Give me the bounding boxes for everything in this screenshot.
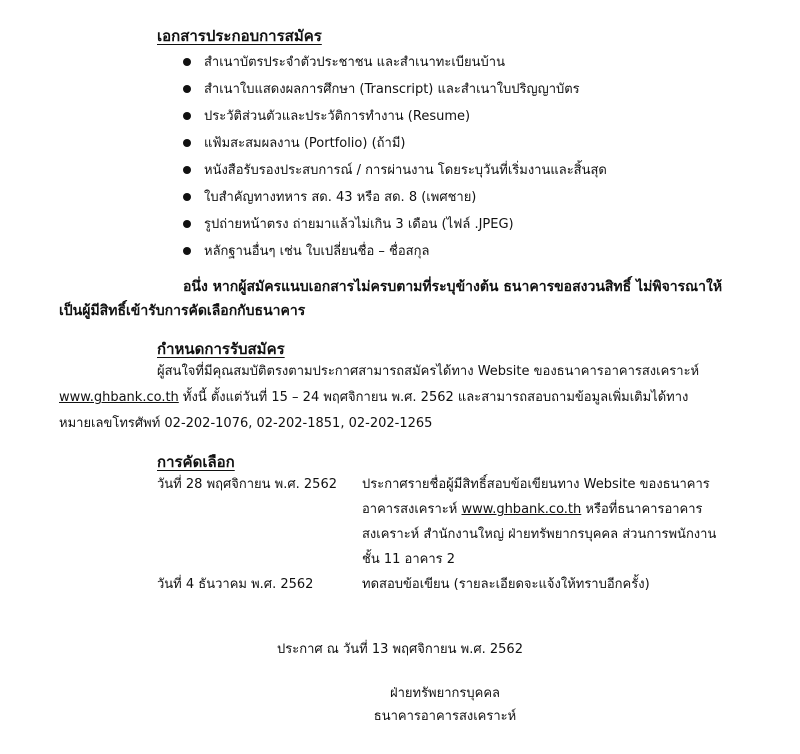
bullet-icon	[183, 166, 191, 174]
list-item-text: สำเนาบัตรประจำตัวประชาชน และสำเนาทะเบียนบ้าน	[204, 55, 505, 70]
selection-row1-line2-pre: อาคารสงเคราะห์	[362, 502, 462, 517]
documents-note-line1: อนึ่ง หากผู้สมัครแนบเอกสารไม่ครบตามที่ระบุข้างต้น ธนาคารขอสงวนสิทธิ์ ไม่พิจารณาให้	[183, 279, 723, 295]
list-item-text: ประวัติส่วนตัวและประวัติการทำงาน (Resume)	[204, 109, 471, 124]
selection-row2-text: ทดสอบข้อเขียน (รายละเอียดจะแจ้งให้ทราบอีกครั้ง)	[362, 577, 650, 592]
application-period-heading: กำหนดการรับสมัคร	[157, 340, 285, 358]
bullet-icon	[183, 112, 191, 120]
application-period-phones: หมายเลขโทรศัพท์ 02-202-1076, 02-202-1851, 02-202-1265	[59, 416, 433, 431]
signature-department: ฝ่ายทรัพยากรบุคคล	[389, 686, 501, 701]
selection-website-link[interactable]: www.ghbank.co.th	[461, 502, 582, 517]
documents-note-line2: เป็นผู้มีสิทธิ์เข้ารับการคัดเลือกกับธนาคาร	[59, 303, 306, 319]
list-item-text: ใบสำคัญทางทหาร สด. 43 หรือ สด. 8 (เพศชาย)	[204, 190, 477, 205]
selection-row2-date: วันที่ 4 ธันวาคม พ.ศ. 2562	[157, 577, 314, 592]
announce-date: ประกาศ ณ วันที่ 13 พฤศจิกายน พ.ศ. 2562	[277, 642, 523, 657]
application-period-line1: ผู้สนใจที่มีคุณสมบัติตรงตามประกาศสามารถสมัครได้ทาง Website ของธนาคารอาคารสงเคราะห์	[157, 364, 700, 379]
documents-heading: เอกสารประกอบการสมัคร	[157, 27, 322, 45]
bullet-icon	[183, 58, 191, 66]
selection-row1-line2	[362, 500, 703, 520]
list-item-text: แฟ้มสะสมผลงาน (Portfolio) (ถ้ามี)	[204, 136, 406, 151]
list-item-text: หนังสือรับรองประสบการณ์ / การผ่านงาน โดยระบุวันที่เริ่มงานและสิ้นสุด	[204, 163, 607, 178]
bullet-icon	[183, 139, 191, 147]
bullet-icon	[183, 193, 191, 201]
selection-row1-line2-post: หรือที่ธนาคารอาคาร	[581, 502, 703, 517]
selection-row1-line4: ชั้น 11 อาคาร 2	[362, 552, 456, 567]
application-period-line2	[59, 388, 688, 408]
website-link[interactable]: www.ghbank.co.th	[59, 390, 179, 405]
signature-organization: ธนาคารอาคารสงเคราะห์	[373, 709, 517, 724]
selection-row1-date: วันที่ 28 พฤศจิกายน พ.ศ. 2562	[157, 477, 337, 492]
application-period-line2-text: ทั้งนี้ ตั้งแต่วันที่ 15 – 24 พฤศจิกายน พ.ศ. 2562 และสามารถสอบถามข้อมูลเพิ่มเติมได้ทาง	[178, 390, 689, 405]
selection-row1-line1: ประกาศรายชื่อผู้มีสิทธิ์สอบข้อเขียนทาง Website ของธนาคาร	[362, 477, 710, 492]
selection-row1-line3: สงเคราะห์ สำนักงานใหญ่ ฝ่ายทรัพยากรบุคคล ส่วนการพนักงาน	[362, 527, 717, 542]
list-item-text: หลักฐานอื่นๆ เช่น ใบเปลี่ยนชื่อ – ชื่อสกุล	[204, 244, 430, 259]
bullet-icon	[183, 247, 191, 255]
list-item-text: สำเนาใบแสดงผลการศึกษา (Transcript) และสำเนาใบปริญญาบัตร	[204, 82, 580, 97]
selection-heading: การคัดเลือก	[157, 453, 235, 471]
bullet-icon	[183, 85, 191, 93]
bullet-icon	[183, 220, 191, 228]
list-item-text: รูปถ่ายหน้าตรง ถ่ายมาแล้วไม่เกิน 3 เดือน (ไฟล์ .JPEG)	[204, 217, 514, 232]
